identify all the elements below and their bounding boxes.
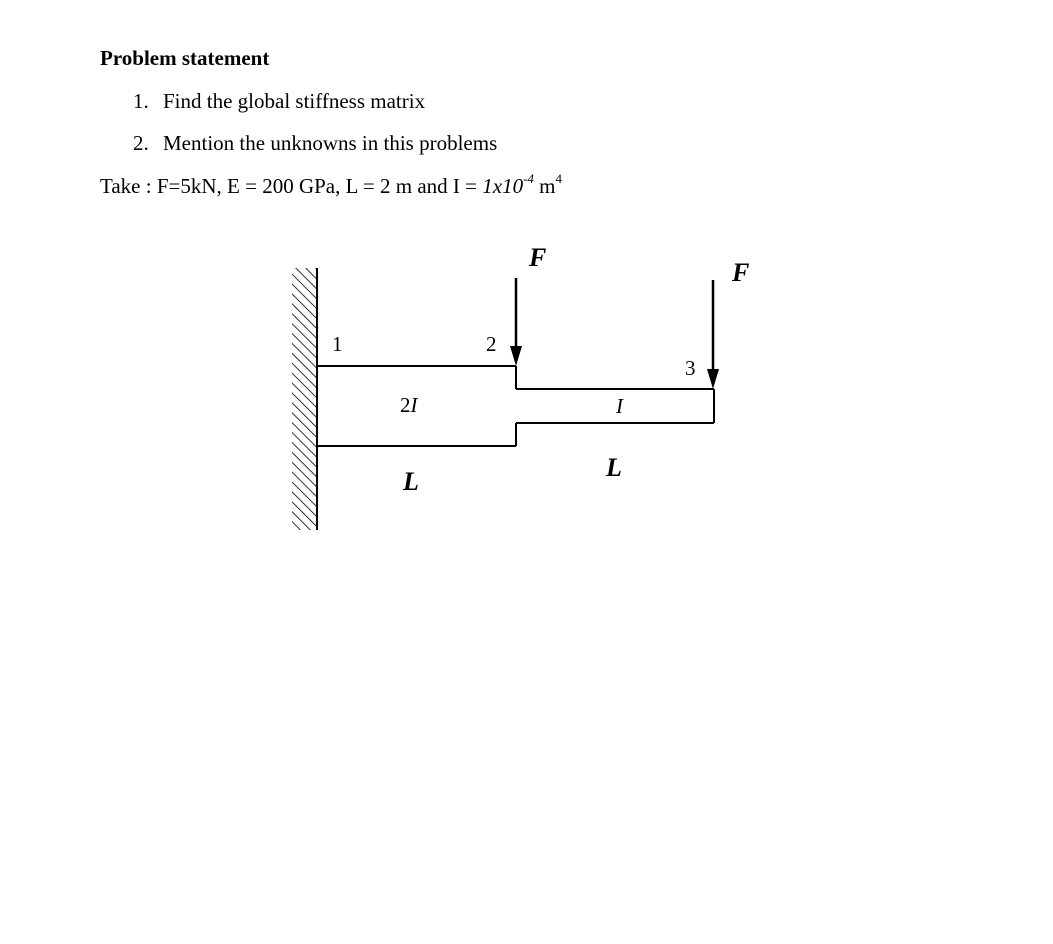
force-arrow-2-head: [510, 346, 522, 366]
inertia-unit-exponent: 4: [555, 171, 563, 186]
fixed-wall-hatch: [292, 268, 317, 530]
node-label-3: 3: [685, 356, 696, 380]
node-label-1: 1: [332, 332, 343, 356]
beam-figure: [285, 238, 765, 538]
task-text: Mention the unknowns in this problems: [163, 131, 498, 155]
force-label-3: F: [732, 258, 750, 287]
given-values: [100, 171, 563, 198]
given-prefix: Take : F=5kN, E = 200 GPa, L = 2 m and I =: [100, 174, 483, 198]
inertia-unit: m: [533, 174, 556, 198]
inertia-value: $1x10^{-4}$: [482, 171, 534, 198]
inertia-exponent: -4: [523, 171, 534, 186]
node-label-2: 2: [486, 332, 497, 356]
beam-diagram: [285, 238, 765, 538]
task-item-2: [133, 131, 497, 155]
task-number: 1.: [133, 89, 149, 113]
segment-2-inertia: I: [616, 394, 623, 418]
task-item-1: [133, 89, 425, 113]
problem-heading: Problem statement: [100, 46, 270, 70]
task-number: 2.: [133, 131, 149, 155]
segment-1-length: L: [403, 467, 419, 496]
force-label-2: F: [529, 243, 547, 272]
force-arrow-3-head: [707, 369, 719, 389]
segment-2-length: L: [606, 453, 622, 482]
segment-1-inertia: 2I: [400, 393, 418, 417]
task-text: Find the global stiffness matrix: [163, 89, 426, 113]
